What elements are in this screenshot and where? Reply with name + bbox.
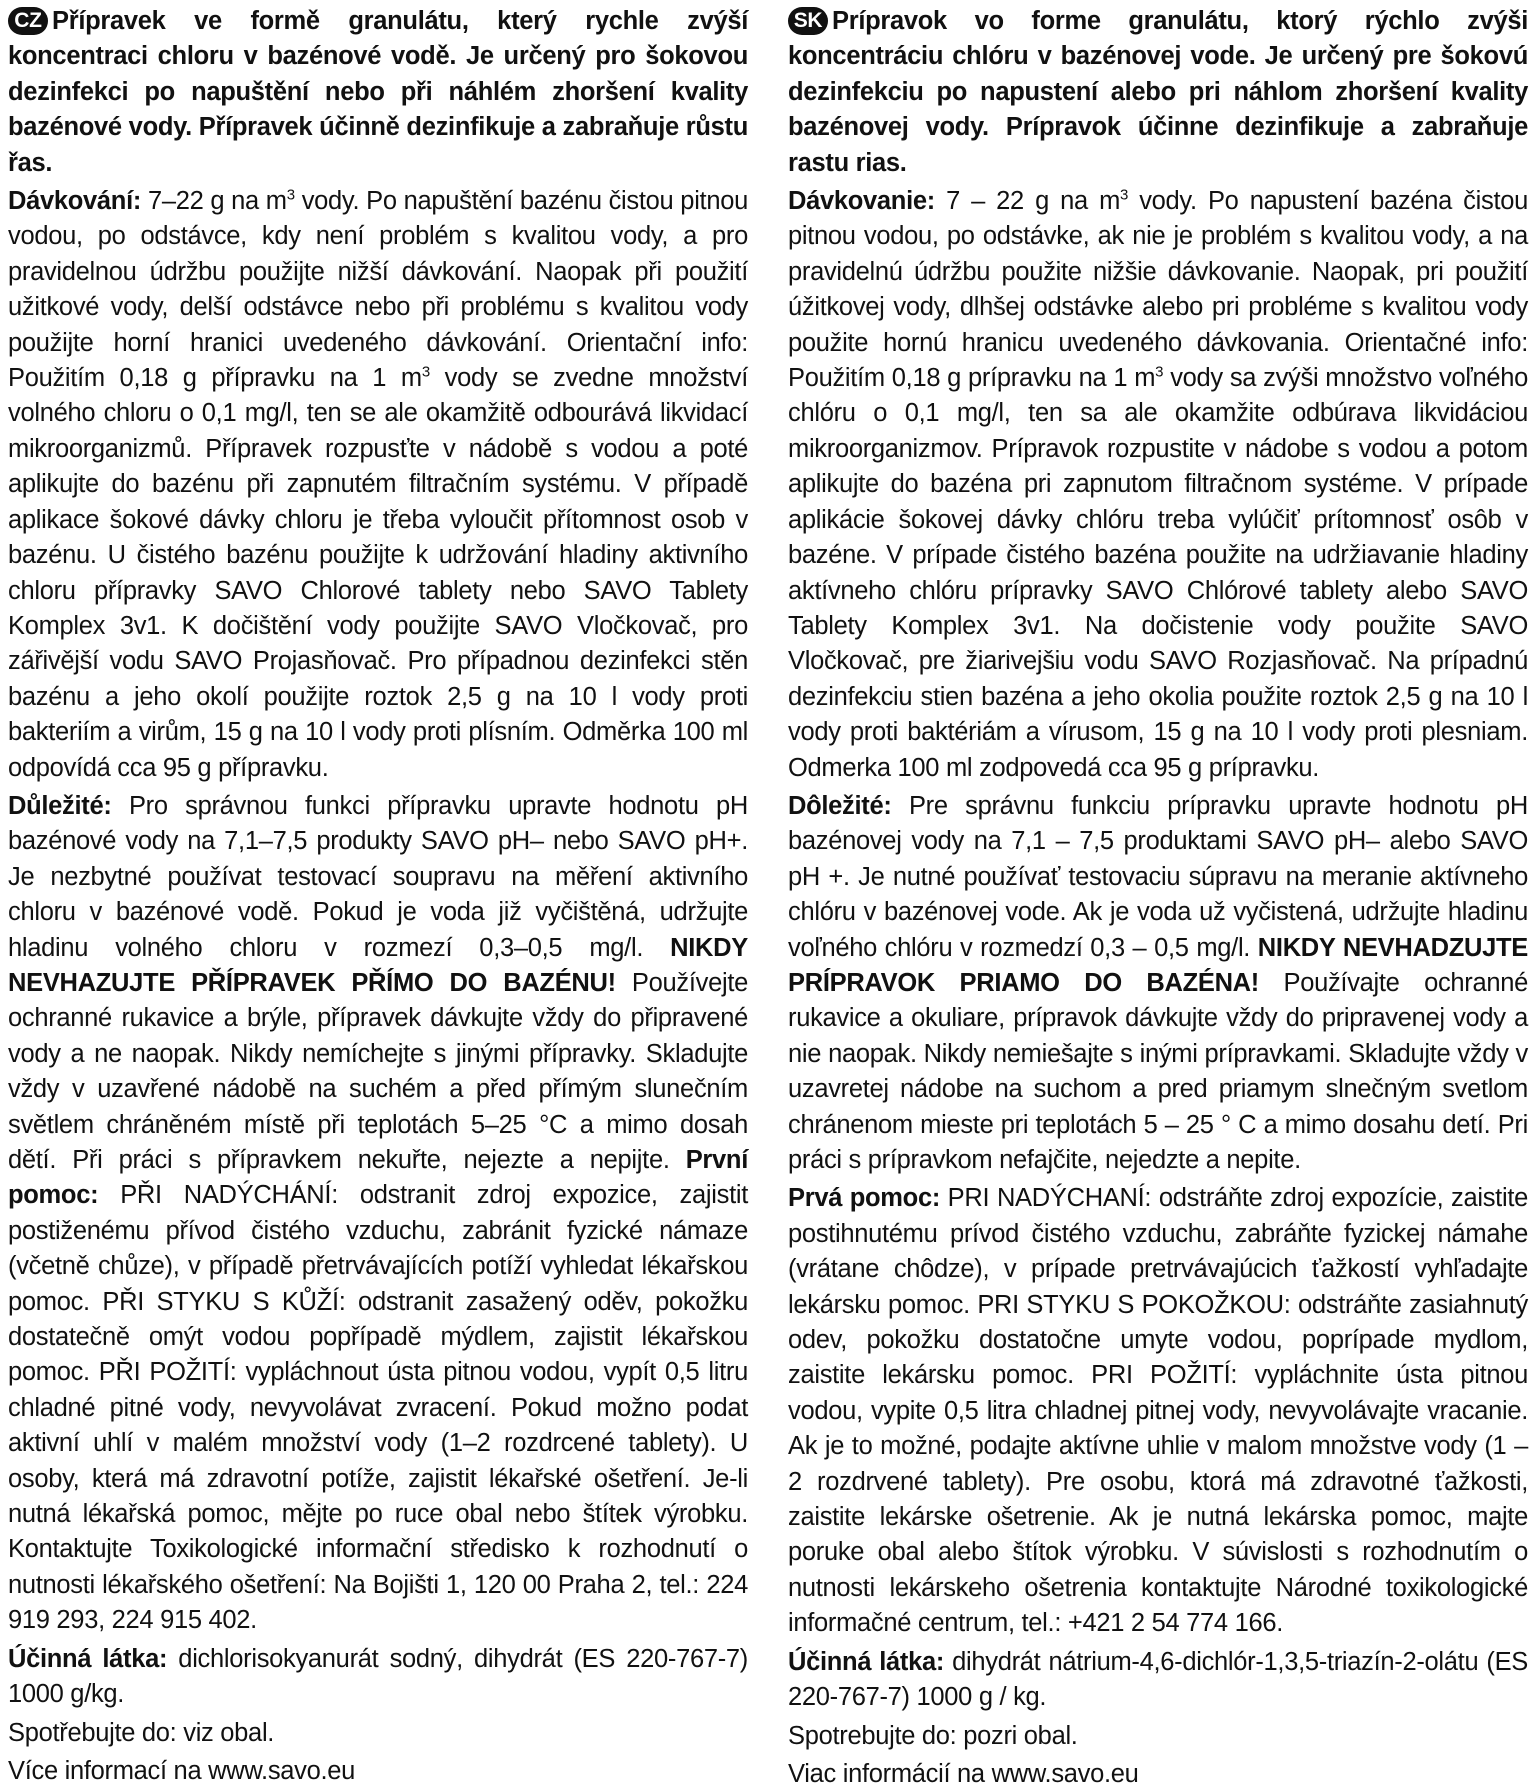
cz-important-paragraph xyxy=(8,789,748,1639)
cz-dosage-sup-1: 3 xyxy=(286,186,295,204)
cz-intro-paragraph xyxy=(8,4,748,181)
czech-column xyxy=(8,4,748,1785)
cz-active-paragraph xyxy=(8,1642,748,1713)
cz-active-label: Účinná látka: xyxy=(8,1644,168,1673)
sk-dosage-text-b: vody. Po napustení bazéna čistou pitnou vodou, po odstávke, ak nie je problém s kvalitou vody, a na pravidelnú údržbu použite nižšie dávkovanie. Naopak, pri použití úžitkovej vody, dlhšej odstávke alebo pri probléme s kvalitou vody použite hornú hranicu uvedeného dávkovania. Orientačné info: Použitím 0,18 g prípravku na 1 m xyxy=(788,187,1528,393)
cz-warning-text: NIKDY NEVHAZUJTE PŘÍPRAVEK PŘÍMO DO BAZÉNU! xyxy=(8,933,748,997)
sk-more-info: Viac informácií na www.savo.eu xyxy=(788,1759,1139,1788)
sk-important-paragraph xyxy=(788,789,1528,1178)
sk-language-badge: SK xyxy=(788,7,828,35)
sk-dosage-label: Dávkovanie: xyxy=(788,187,935,216)
sk-intro-paragraph xyxy=(788,4,1528,181)
sk-active-label: Účinná látka: xyxy=(788,1647,945,1676)
sk-important-label: Dôležité: xyxy=(788,791,892,820)
cz-dosage-text-a: 7–22 g na m xyxy=(141,187,287,216)
cz-important-label: Důležité: xyxy=(8,791,112,820)
sk-dosage-paragraph xyxy=(788,184,1528,786)
sk-expiry: Spotrebujte do: pozri obal. xyxy=(788,1721,1078,1750)
cz-dosage-label: Dávkování: xyxy=(8,187,142,216)
sk-firstaid-text: PRI NADÝCHANÍ: odstráňte zdroj expozície, zaistite postihnutému prívod čistého vzduchu, zabráňte fyzickej námahe (vrátane chôdze), v prípade pretrvávajúcich ťažkostí vyhľadajte lekársku pomoc. PRI STYKU S POKOŽKOU: odstráňte zasiahnutý odev, pokožku dostatočne umyte vodou, poprípade mydlom, zaistite lekársku pomoc. PRI POŽITÍ: vypláchnite ústa pitnou vodou, vypite 0,5 litra chladnej pitnej vody, nevyvolávajte vracanie. Ak je to možné, podajte aktívne uhlie v malom množstve vody (1 – 2 rozdrvené tablety). Pre osobu, ktorá má zdravotné ťažkosti, zaistite lekárske ošetrenie. Ak je nutná lekárska pomoc, majte poruke obal alebo štítok výrobku. V súvislosti s rozhodnutím o nutnosti lekárskeho ošetrenia kontaktujte Národné toxikologické informačné centrum, tel.: +421 2 54 774 166. xyxy=(788,1184,1528,1638)
cz-dosage-sup-2: 3 xyxy=(421,363,430,381)
sk-active-paragraph xyxy=(788,1645,1528,1716)
sk-important-text-a: Pre správnu funkciu prípravku upravte hodnotu pH bazénovej vody na 7,1 – 7,5 produktami SAVO pH– alebo SAVO pH +. Je nutné používať testovaciu súpravu na meranie aktívneho chlóru v bazénovej vode. Ak je voda už vyčistená, udržujte hladinu voľného chlóru v rozmedzí 0,3 – 0,5 mg/l. xyxy=(788,791,1528,962)
sk-intro-text: Prípravok vo forme granulátu, ktorý rýchlo zvýši koncentráciu chlóru v bazénovej vode. Je určený pre šokovú dezinfekciu po napustení alebo pri náhlom zhoršení kvality bazénovej vody. Prípravok účinne dezinfikuje a zabraňuje rastu rias. xyxy=(788,7,1528,177)
sk-firstaid-paragraph xyxy=(788,1181,1528,1641)
cz-firstaid-text: PŘI NADÝCHÁNÍ: odstranit zdroj expozice, zajistit postiženému přívod čistého vzduchu, zabránit fyzické námaze (včetně chůze), v případě přetrvávajících potíží vyhledat lékařskou pomoc. PŘI STYKU S KŮŽÍ: odstranit zasažený oděv, pokožku dostatečně omýt vodou popřípadě mýdlem, zajistit lékařskou pomoc. PŘI POŽITÍ: vypláchnout ústa pitnou vodou, vypít 0,5 litru chladné pitné vody, nevyvolávat zvracení. Pokud možno podat aktivní uhlí v malém množství vody (1–2 rozdrcené tablety). U osoby, která má zdravotní potíže, zajistit lékařské ošetření. Je-li nutná lékařská pomoc, mějte po ruce obal nebo štítek výrobku. Kontaktujte Toxikologické informační středisko k rozhodnutí o nutnosti lékařského ošetření: Na Bojišti 1, 120 00 Praha 2, tel.: 224 919 293, 224 915 402. xyxy=(8,1181,748,1635)
sk-dosage-text-a: 7 – 22 g na m xyxy=(934,187,1121,216)
sk-dosage-sup-1: 3 xyxy=(1120,186,1129,204)
sk-active-text: dihydrát nátrium-4,6-dichlór-1,3,5-triazín-2-olátu (ES 220-767-7) 1000 g / kg. xyxy=(788,1647,1528,1712)
cz-expiry: Spotřebujte do: viz obal. xyxy=(8,1718,275,1747)
cz-important-text-a: Pro správnou funkci přípravku upravte hodnotu pH bazénové vody na 7,1–7,5 produkty SAVO pH– nebo SAVO pH+. Je nezbytné používat testovací soupravu na měření aktivního chloru v bazénové vodě. Pokud je voda již vyčištěná, udržujte hladinu volného chloru v rozmezí 0,3–0,5 mg/l. xyxy=(8,791,748,962)
sk-important-text-b: Používajte ochranné rukavice a okuliare, prípravok dávkujte vždy do pripravenej vody a nie naopak. Nikdy nemiešajte s inými prípravkami. Skladujte vždy v uzavretej nádobe na suchom a pred priamym slnečným svetlom chránenom mieste pri teplotách 5 – 25 ° C a mimo dosahu detí. Pri práci s prípravkom nefajčite, nejedzte a nepite. xyxy=(788,968,1528,1174)
sk-firstaid-label: Prvá pomoc: xyxy=(788,1184,941,1213)
sk-dosage-text-c: vody sa zvýši množstvo voľného chlóru o 0,1 mg/l, ten sa ale okamžite odbúrava likvidáciou mikroorganizmov. Prípravok rozpustite v nádobe s vodou a potom aplikujte do bazéna pri zapnutom filtračnom systéme. V prípade aplikácie šokovej dávky chlóru treba vylúčiť prítomnosť osôb v bazéne. V prípade čistého bazéna použite na udržiavanie hladiny aktívneho chlóru prípravky SAVO Chlórové tablety alebo SAVO Tablety Komplex 3v1. Na dočistenie vody použite SAVO Vločkovač, pre žiarivejšiu vodu SAVO Rozjasňovač. Na prípadnú dezinfekciu stien bazéna a jeho okolia použite roztok 2,5 g na 10 l vody proti baktériám a vírusom, 15 g na 10 l vody proti plesniam. Odmerka 100 ml zodpovedá cca 95 g prípravku. xyxy=(788,364,1528,782)
cz-dosage-text-b: vody. Po napuštění bazénu čistou pitnou vodou, po odstávce, kdy není problém s kvalitou vody, a pro pravidelnou údržbu použijte nižší dávkování. Naopak při použití užitkové vody, delší odstávce nebo při problému s kvalitou vody použijte horní hranici uvedeného dávkování. Orientační info: Použitím 0,18 g přípravku na 1 m xyxy=(8,187,748,393)
cz-intro-text: Přípravek ve formě granulátu, který rychle zvýší koncentraci chloru v bazénové vodě. Je určený pro šokovou dezinfekci po napuštění nebo při náhlém zhoršení kvality bazénové vody. Přípravek účinně dezinfikuje a zabraňuje růstu řas. xyxy=(8,7,748,177)
cz-active-text: dichlorisokyanurát sodný, dihydrát (ES 220-767-7) 1000 g/kg. xyxy=(8,1644,748,1709)
cz-firstaid-label: První pomoc: xyxy=(8,1146,748,1210)
cz-more-info: Více informací na www.savo.eu xyxy=(8,1756,356,1785)
cz-language-badge: CZ xyxy=(8,7,48,35)
cz-dosage-text-c: vody se zvedne množství volného chloru o 0,1 mg/l, ten se ale okamžitě odbourává likvidací mikroorganizmů. Přípravek rozpusťte v nádobě s vodou a poté aplikujte do bazénu při zapnutém filtračním systému. V případě aplikace šokové dávky chloru je třeba vyloučit přítomnost osob v bazénu. U čistého bazénu použijte k udržování hladiny aktivního chloru přípravky SAVO Chlorové tablety nebo SAVO Tablety Komplex 3v1. K dočištění vody použijte SAVO Vločkovač, pro zářivější vodu SAVO Projasňovač. Pro případnou dezinfekci stěn bazénu a jeho okolí použijte roztok 2,5 g na 10 l vody proti bakteriím a virům, 15 g na 10 l vody proti plísním. Odměrka 100 ml odpovídá cca 95 g přípravku. xyxy=(8,364,748,782)
cz-dosage-paragraph xyxy=(8,184,748,786)
slovak-column xyxy=(788,4,1528,1788)
sk-warning-text: NIKDY NEVHADZUJTE PRÍPRAVOK PRIAMO DO BAZÉNA! xyxy=(788,933,1528,997)
cz-important-text-b: Používejte ochranné rukavice a brýle, přípravek dávkujte vždy do připravené vody a ne naopak. Nikdy nemíchejte s jinými přípravky. Skladujte vždy v uzavřené nádobě na suchém a před přímým slunečním světlem chráněném místě při teplotách 5–25 °C a mimo dosah dětí. Při práci s přípravkem nekuřte, nejezte a nepijte. xyxy=(8,968,748,1174)
sk-dosage-sup-2: 3 xyxy=(1155,363,1164,381)
